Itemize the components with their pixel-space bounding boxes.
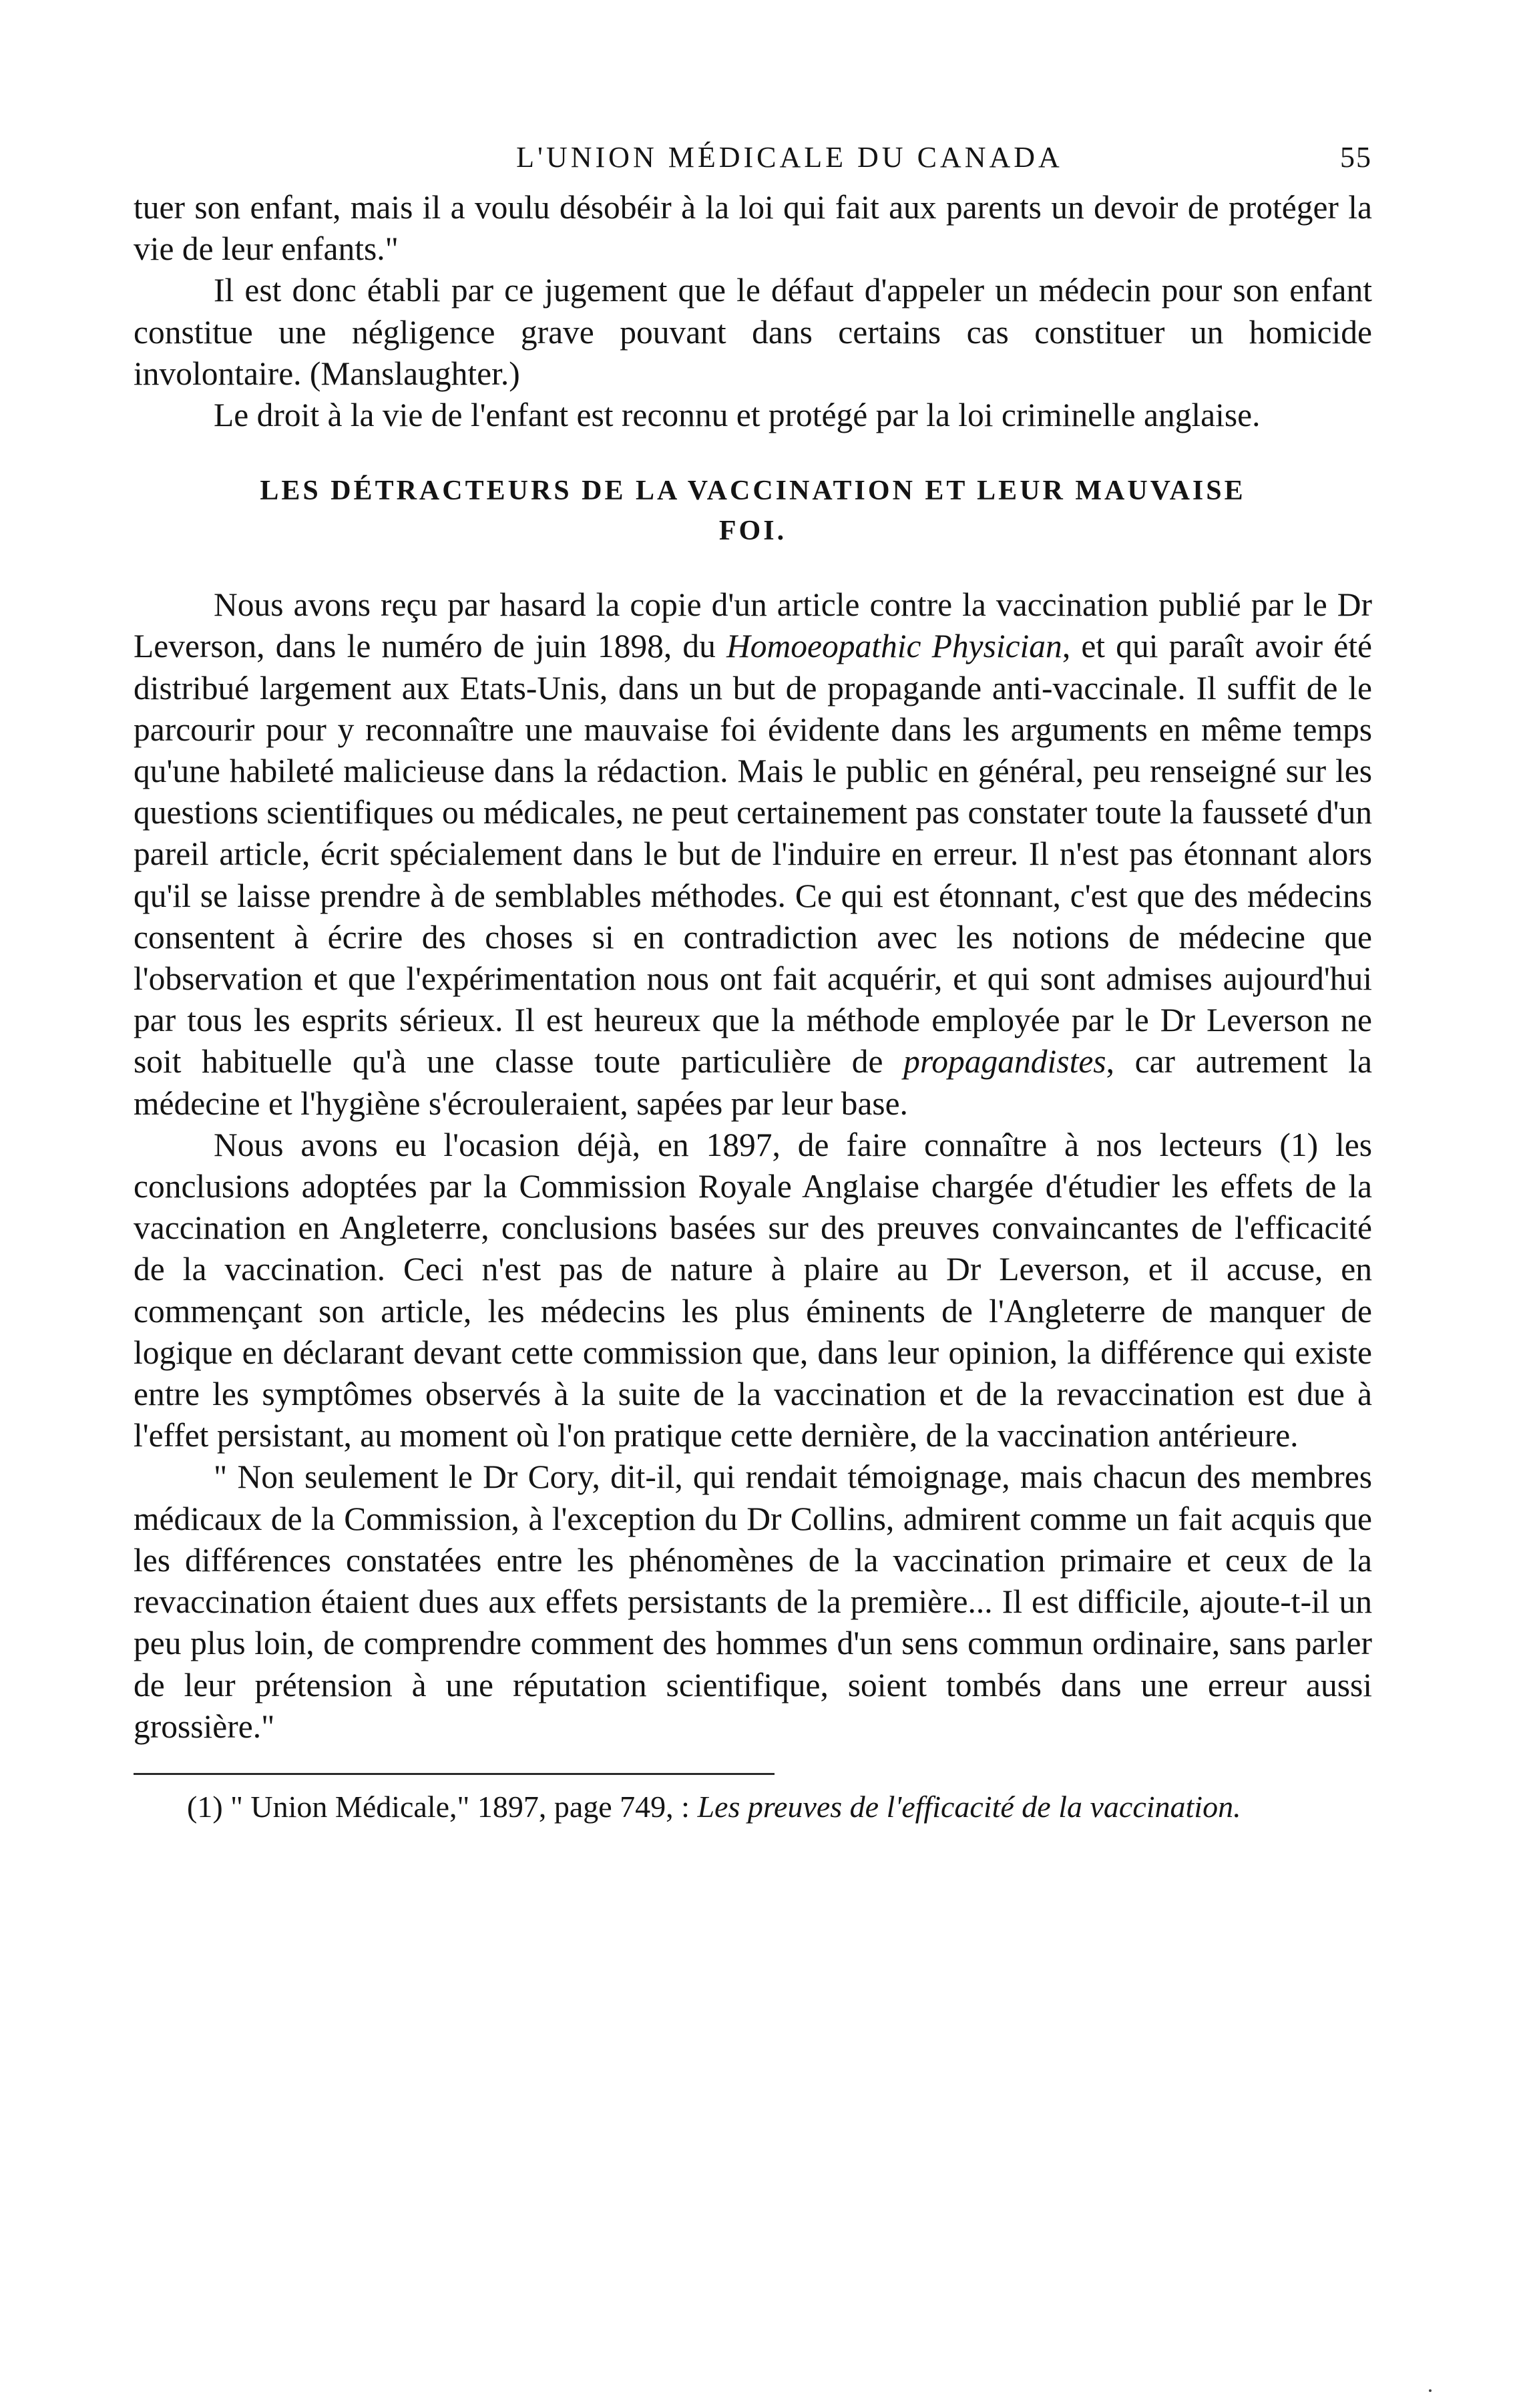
paragraph: " Non seulement le Dr Cory, dit-il, qui rendait témoignage, mais chacun des membres médicaux de la Commission, à l'exception du Dr Collins, admirent comme un fait acquis que les différences constatées entre les phénomènes de la vaccination primaire et ceux de la revaccination étaient dues aux effets persistants de la première... Il est difficile, ajoute-t-il un peu plus loin, de comprendre comment des hommes d'un sens commun ordinaire, sans parler de leur prétension à une réputation scientifique, soient tombés dans une erreur aussi grossière." xyxy=(134,1458,1372,1745)
page-number: 55 xyxy=(1340,141,1372,174)
footnote-text: (1) " Union Médicale," 1897, page 749, : xyxy=(187,1789,698,1824)
body-text xyxy=(134,187,1372,1748)
footnote xyxy=(134,1788,1372,1826)
paragraph xyxy=(134,584,1372,1125)
paragraph: Nous avons eu l'ocasion déjà, en 1897, de faire connaître à nos lecteurs (1) les conclusions adoptées par la Commission Royale Anglaise chargée d'étudier les effets de la vaccination en Angleterre, conclusions basées sur des preuves convaincantes de l'efficacité de la vaccination. Ceci n'est pas de nature à plaire au Dr Leverson, et il accuse, en commençant son article, les médecins les plus éminents de l'Angleterre de manquer de logique en déclarant devant cette commission que, dans leur opinion, la différence qui existe entre les symptômes observés à la suite de la vaccination et de la revaccination est due à l'effet persistant, au moment où l'on pratique cette dernière, de la vaccination antérieure. xyxy=(134,1126,1372,1454)
emphasis-text: propagandistes xyxy=(903,1043,1106,1080)
paragraph: Il est donc établi par ce jugement que le défaut d'appeler un médecin pour son enfant constitue une négligence grave pouvant dans certains cas constituer un homicide involontaire. (Manslaughter.) xyxy=(134,272,1372,392)
stray-mark xyxy=(1429,2389,1432,2392)
paragraph-text: , car autrement la médecine et l'hygiène s'écrouleraient, sapées par leur base. xyxy=(134,1043,1372,1122)
section-title: LES DÉTRACTEURS DE LA VACCINATION ET LEUR MAUVAISE FOI. xyxy=(260,475,1246,547)
paragraph: Le droit à la vie de l'enfant est reconnu et protégé par la loi criminelle anglaise. xyxy=(214,397,1261,434)
paragraph: tuer son enfant, mais il a voulu désobéir à la loi qui fait aux parents un devoir de protéger la vie de leur enfants." xyxy=(134,189,1372,268)
footnote-emphasis: Les preuves de l'efficacité de la vaccination. xyxy=(697,1789,1241,1824)
paragraph-text: , et qui paraît avoir été distribué largement aux Etats-Unis, dans un but de propagande anti-vaccinale. Il suffit de le parcourir pour y reconnaître une mauvaise foi évidente dans les arguments en même temps qu'une habileté malicieuse dans la rédaction. Mais le public en général, peu renseigné sur les questions scientifiques ou médicales, ne peut certainement pas constater toute la fausseté d'un pareil article, écrit spécialement dans le but de l'induire en erreur. Il n'est pas étonnant alors qu'il se laisse prendre à de semblables méthodes. Ce qui est étonnant, c'est que des médecins consentent à écrire des choses si en contradiction avec les notions de médecine que l'observation et que l'expérimentation nous ont fait acquérir, et qui sont admises aujourd'hui par tous les esprits sérieux. Il est heureux que la méthode employée par le Dr Leverson ne soit habituelle qu'à une classe toute particulière de xyxy=(134,628,1372,1080)
journal-title: Homoeopathic Physician xyxy=(726,628,1062,665)
running-title: L'UNION MÉDICALE DU CANADA xyxy=(516,141,1063,174)
page xyxy=(134,140,1372,1826)
page-header xyxy=(134,140,1372,187)
footnote-separator xyxy=(134,1773,775,1775)
paragraph-text: Nous avons reçu par hasard la copie d'un article contre la vaccination publié par le Dr Leverson, dans le numéro de juin 1898, du xyxy=(134,586,1372,665)
